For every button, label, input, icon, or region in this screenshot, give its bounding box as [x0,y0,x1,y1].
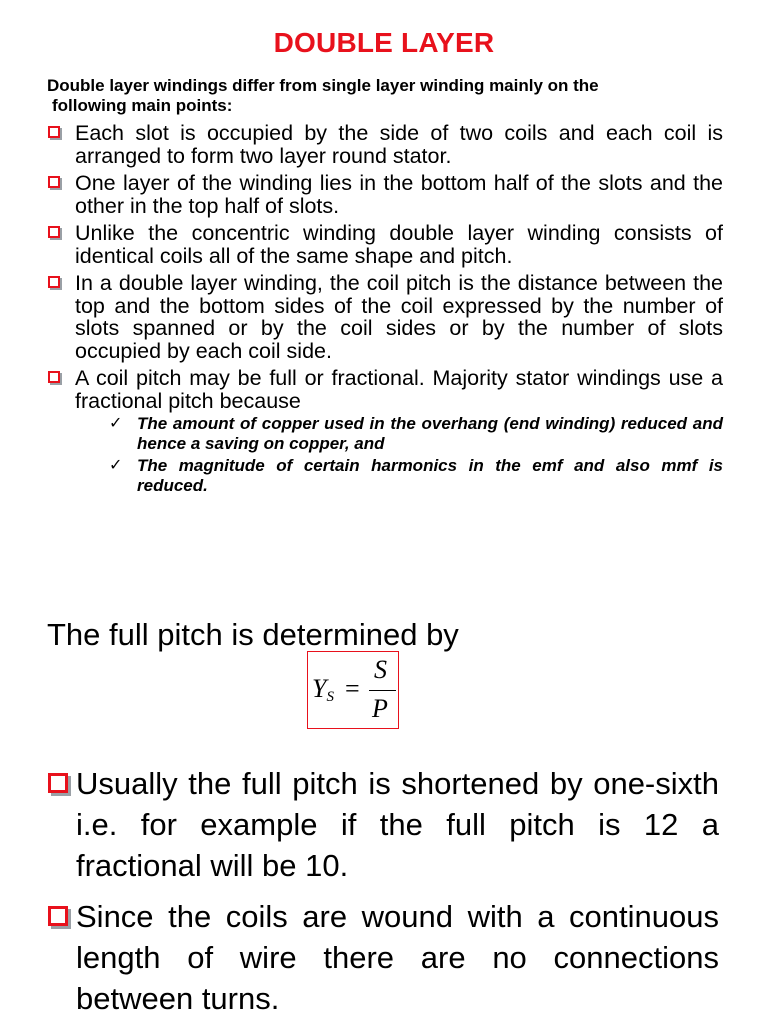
square-bullet-icon [48,126,60,138]
formula-lhs [312,674,334,706]
formula-equals: = [345,674,360,703]
bullet-list [47,122,723,501]
square-bullet-icon [48,371,60,383]
sub-list-item [109,414,723,454]
list-item [47,896,719,1019]
formula-lhs-subscript: S [326,689,334,705]
sub-bullet-text: The magnitude of certain harmonics in the emf and also mmf is reduced. [137,456,723,495]
bullet-text: Unlike the concentric winding double layer winding consists of identical coils all of the same shape and pitch. [75,221,723,268]
square-bullet-icon [48,226,60,238]
formula-box [307,651,399,729]
list-item [47,122,723,167]
list-item [47,367,723,496]
square-bullet-icon [48,773,68,793]
page-title: DOUBLE LAYER [273,27,495,58]
sub-bullet-text: The amount of copper used in the overhang (end winding) reduced and hence a saving on copper, and [137,414,723,453]
list-item [47,222,723,267]
list-item [47,763,719,886]
sub-list-item [109,456,723,496]
bullet-text: In a double layer winding, the coil pitch is the distance between the top and the bottom sides of the coil expressed by the number of slots spanned or by the coil sides or by the number of slots occupied by each coil side. [75,271,723,363]
formula-denominator: P [372,694,388,723]
intro-text [47,76,727,116]
intro-line-1: Double layer windings differ from single layer winding mainly on the [47,76,599,95]
bullet-text: One layer of the winding lies in the bottom half of the slots and the other in the top half of slots. [75,171,723,218]
check-mark-icon: ✓ [109,415,123,432]
fraction-bar [369,690,396,691]
intro-line-2: following main points: [52,96,233,115]
square-bullet-icon [48,276,60,288]
square-bullet-icon [48,176,60,188]
sub-bullet-list [75,414,723,496]
bullet-text: Since the coils are wound with a continuous length of wire there are no connections between turns. [76,899,719,1016]
formula-lhs-symbol: Y [312,674,327,703]
list-item [47,272,723,362]
bullet-text: A coil pitch may be full or fractional. Majority stator windings use a fractional pitch because [75,366,723,413]
full-pitch-heading: The full pitch is determined by [47,617,459,652]
bullet-text: Each slot is occupied by the side of two coils and each coil is arranged to form two layer round stator. [75,121,723,168]
big-bullet-list-2 [47,896,719,1024]
big-bullet-list-1 [47,763,719,891]
square-bullet-icon [48,906,68,926]
check-mark-icon: ✓ [109,457,123,474]
formula-numerator: S [374,655,387,684]
bullet-text: Usually the full pitch is shortened by one-sixth i.e. for example if the full pitch is 12 a fractional will be 10. [76,766,719,883]
list-item [47,172,723,217]
